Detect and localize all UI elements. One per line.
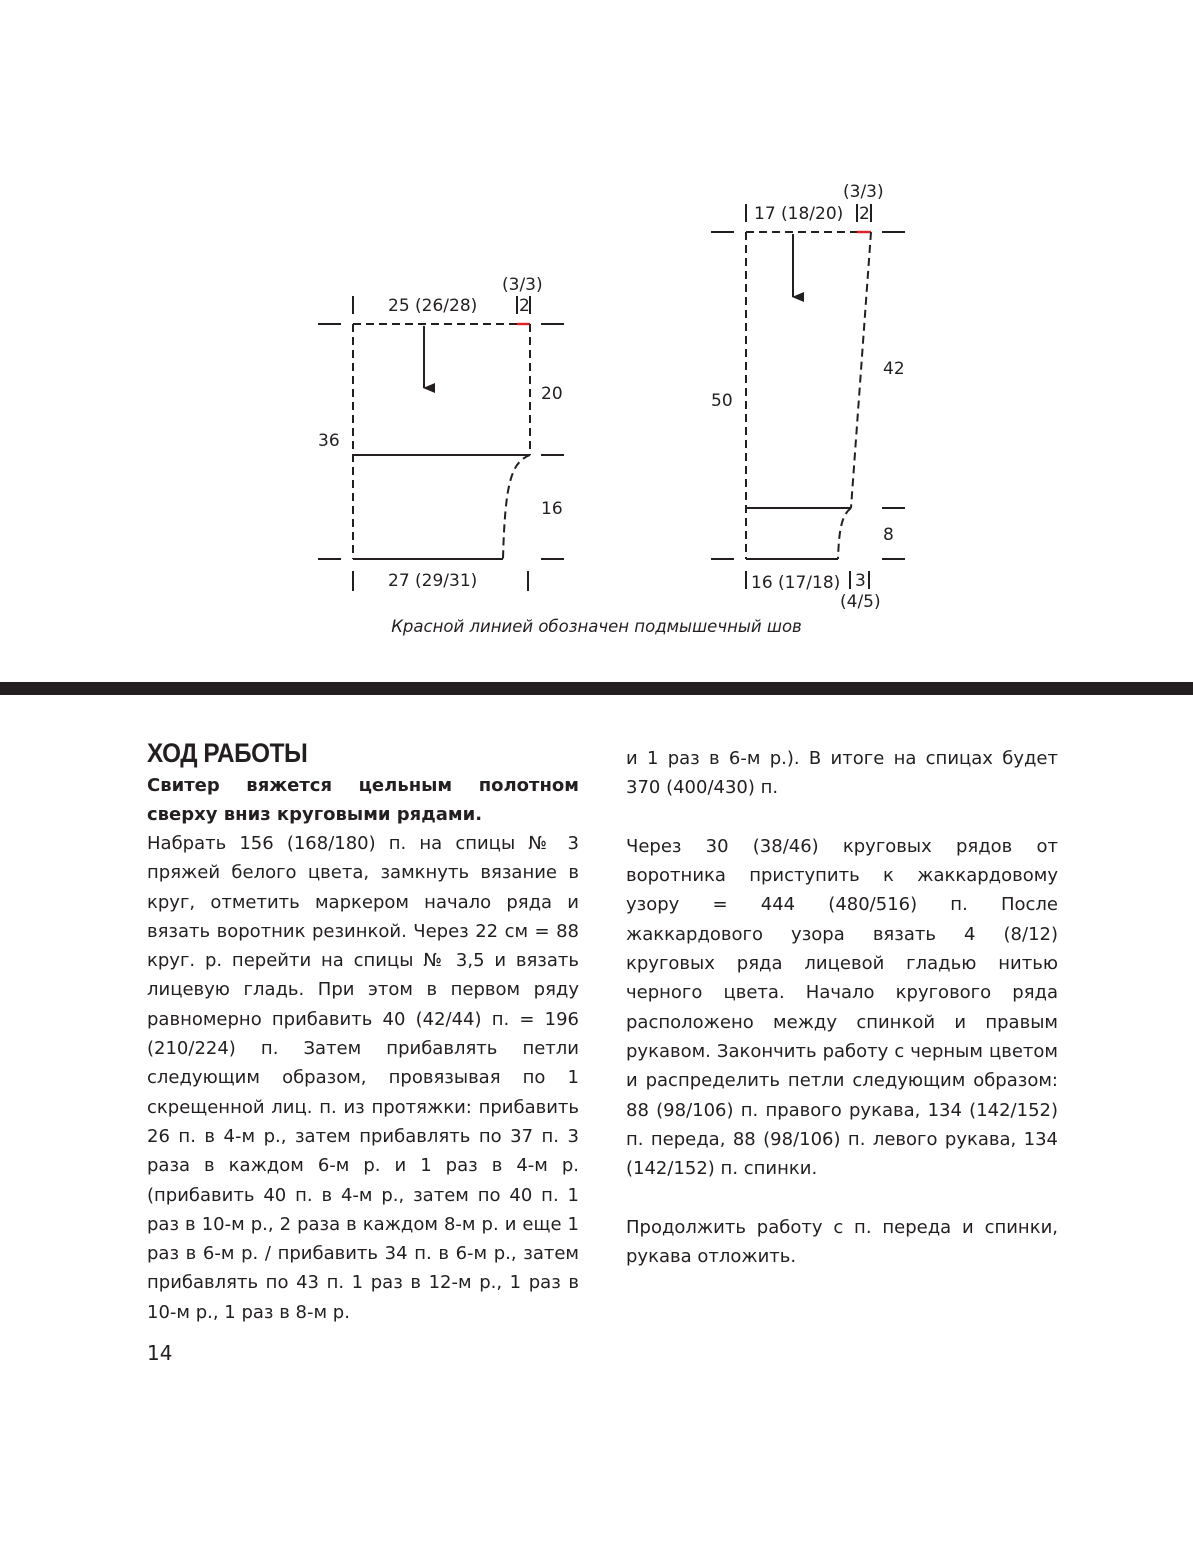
body-armhole-curve (503, 455, 530, 559)
section-heading: ХОД РАБОТЫ (147, 738, 308, 768)
lead-paragraph: Свитер вяжется цельным полотном сверху вниз круговыми рядами. (147, 775, 579, 825)
sleeve-top-width: 17 (18/20) (754, 204, 844, 224)
body-seam-width: 2 (519, 296, 530, 316)
sleeve-labels (711, 182, 905, 612)
sleeve-total-height: 50 (711, 391, 733, 411)
body-labels (318, 275, 563, 591)
sleeve-piece (711, 204, 905, 589)
sleeve-cuff-height: 8 (883, 525, 894, 545)
sleeve-right-edge (851, 232, 871, 508)
sleeve-bottom-width: 16 (17/18) (751, 573, 841, 593)
body-seam-note: (3/3) (502, 275, 543, 295)
instruction-paragraph: Через 30 (38/46) круговых рядов от воротника приступить к жаккардовому узору = 444 (480/516) п. После жаккардового узора вязать 4 (8/12) круговых ряда лицевой гладью нитью черного цвета. Начало кругового ряда расположено между спинкой и правым рукавом. Закончить работу с черным цветом и распределить петли следующим образом: 88 (98/106) п. правого рукава, 134 (142/152) п. переда, 88 (98/106) п. левого рукава, 134 (142/152) п. спинки. (626, 835, 1058, 1180)
body-bottom-width: 27 (29/31) (388, 571, 478, 591)
instruction-paragraph: Продолжить работу с п. переда и спинки, рукава отложить. (626, 1216, 1058, 1268)
body-piece (318, 296, 564, 591)
sleeve-cuff-extra: 3 (855, 571, 866, 591)
instruction-paragraph: и 1 раз в 6-м р.). В итоге на спицах будет 370 (400/430) п. (626, 748, 1058, 799)
text-column-left (147, 735, 579, 1327)
sleeve-upper-height: 42 (883, 359, 905, 379)
instruction-paragraph: Набрать 156 (168/180) п. на спицы № 3 пряжей белого цвета, замкнуть вязание в круг, отметить маркером начало ряда и вязать воротник резинкой. Через 22 см = 88 круг. р. перейти на спицы № 3,5 и вязать лицевую гладь. При этом в первом ряду равномерно прибавить 40 (42/44) п. = 196 (210/224) п. Затем прибавлять петли следующим образом, провязывая по 1 скрещенной лиц. п. из протяжки: прибавить 26 п. в 4-м р., затем прибавлять по 37 п. 3 раза в каждом 6-м р. и 1 раз в 4-м р. (прибавить 40 п. в 4-м р., затем по 40 п. 1 раз в 10-м р., 2 раза в каждом 8-м р. и еще 1 раз в 6-м р. / прибавить 34 п. в 6-м р., затем прибавлять по 43 п. 1 раз в 12-м р., 1 раз в 10-м р., 1 раз в 8-м р. (147, 833, 579, 1323)
body-lower-height: 16 (541, 499, 563, 519)
page-number: 14 (147, 1341, 173, 1365)
sleeve-seam-note: (3/3) (843, 182, 884, 202)
body-top-width: 25 (26/28) (388, 296, 478, 316)
body-total-height: 36 (318, 431, 340, 451)
body-yoke-height: 20 (541, 384, 563, 404)
diagram-caption: Красной линией обозначен подмышечный шов (391, 617, 802, 636)
sleeve-cuff-curve (838, 508, 851, 559)
section-divider (0, 682, 1193, 695)
pattern-schematic (0, 0, 1193, 660)
text-column-right (626, 744, 1058, 1271)
sleeve-cuff-extra-note: (4/5) (840, 592, 881, 612)
sleeve-seam-width: 2 (859, 204, 870, 224)
